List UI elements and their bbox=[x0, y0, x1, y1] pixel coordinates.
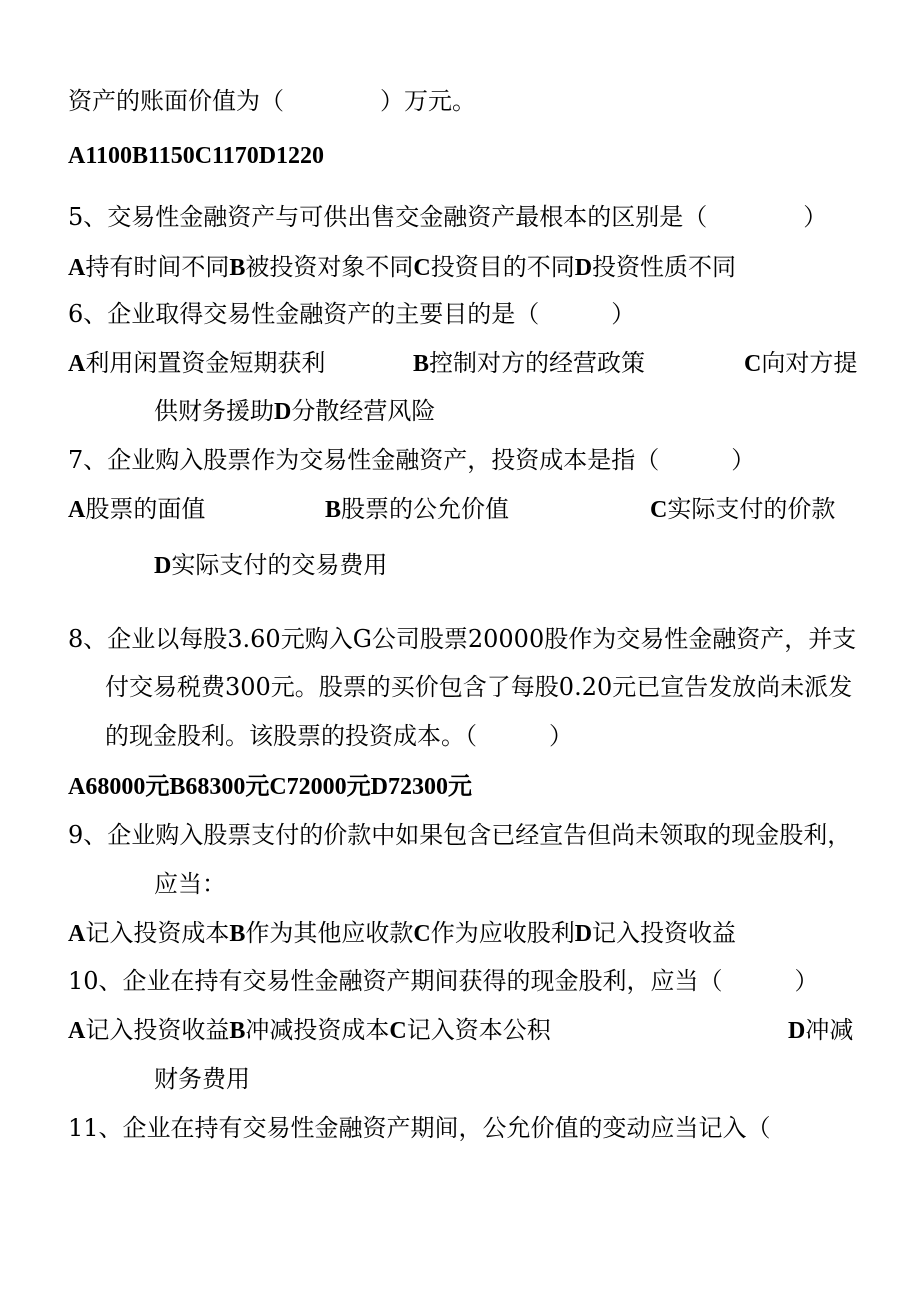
answer-options-7-cont: D实际支付的交易费用 bbox=[154, 551, 388, 579]
question-8-line1: 8、企业以每股3.60元购入G公司股票20000股作为交易性金融资产，并支 bbox=[68, 625, 857, 653]
answer-options-10-cont: 财务费用 bbox=[154, 1065, 250, 1093]
question-8-line3: 的现金股利。该股票的投资成本。（ ） bbox=[105, 722, 573, 750]
question-5: 5、交易性金融资产与可供出售交金融资产最根本的区别是（ ） bbox=[68, 203, 828, 231]
options-text: A1100B1150C1170D1220 bbox=[68, 143, 325, 169]
question-6: 6、企业取得交易性金融资产的主要目的是（ ） bbox=[68, 300, 636, 328]
question-9-line1: 9、企业购入股票支付的价款中如果包含已经宣告但尚未领取的现金股利， bbox=[68, 821, 852, 849]
question-8-line2: 付交易税费300元。股票的买价包含了每股0.20元已宣告发放尚未派发 bbox=[105, 673, 853, 701]
answer-options-8: A68000元B68300元C72000元D72300元 bbox=[68, 774, 473, 800]
answer-options-5: A持有时间不同B被投资对象不同C投资目的不同D投资性质不同 bbox=[68, 253, 737, 281]
text-line: 资产的账面价值为（ ）万元。 bbox=[68, 87, 476, 115]
answer-options-9: A记入投资成本B作为其他应收款C作为应收股利D记入投资收益 bbox=[68, 919, 737, 947]
question-11: 11、企业在持有交易性金融资产期间，公允价值的变动应当记入（ bbox=[68, 1114, 771, 1142]
question-10: 10、企业在持有交易性金融资产期间获得的现金股利，应当（ ） bbox=[68, 967, 819, 995]
question-7: 7、企业购入股票作为交易性金融资产，投资成本是指（ ） bbox=[68, 446, 756, 474]
answer-options bbox=[68, 140, 324, 171]
question-9-line2: 应当： bbox=[154, 870, 226, 898]
answer-options-6-cont: 供财务援助D分散经营风险 bbox=[154, 397, 436, 425]
